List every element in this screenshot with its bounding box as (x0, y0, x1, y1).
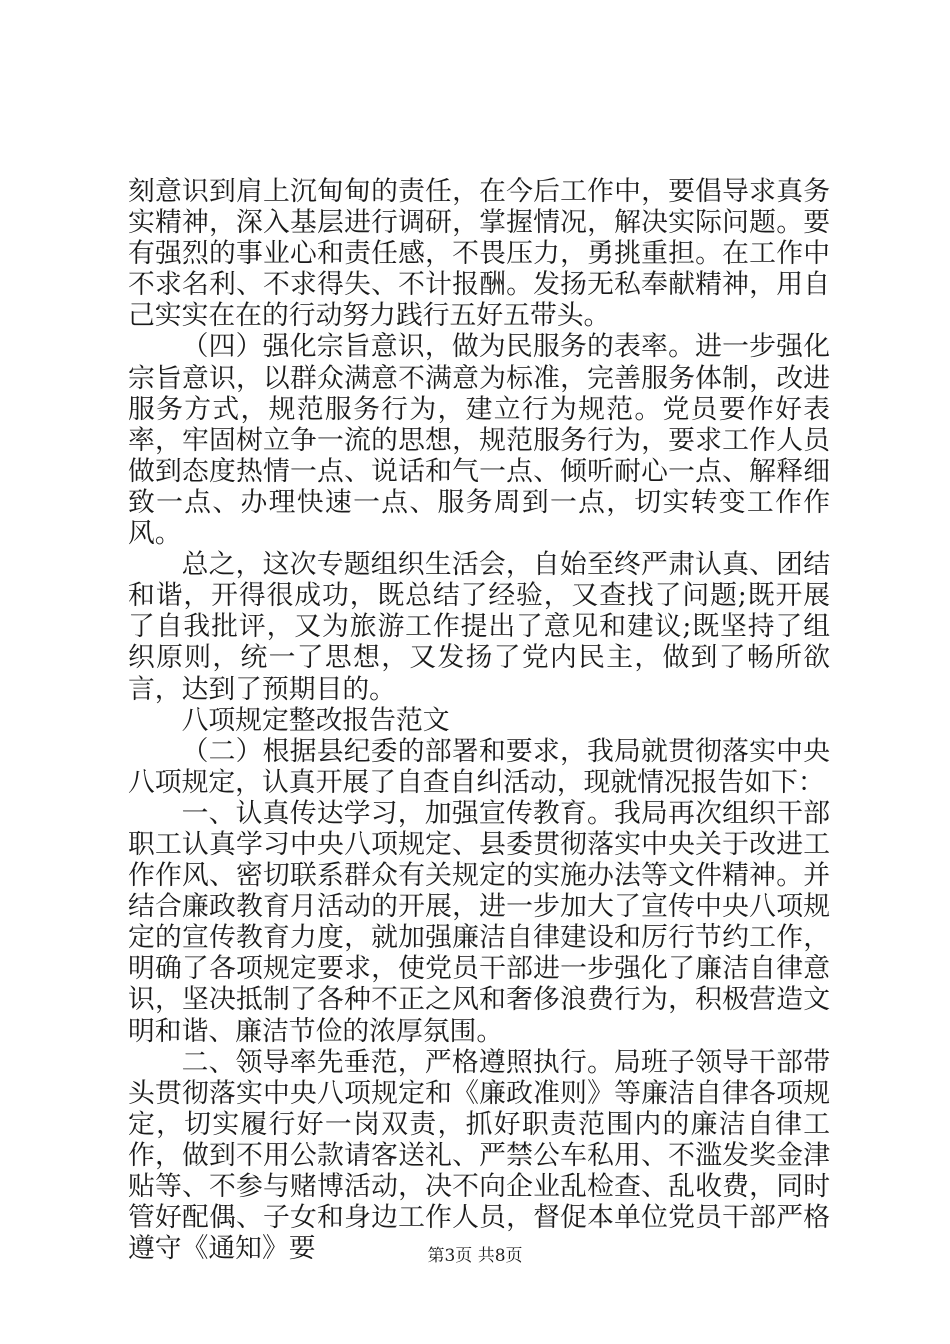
paragraph-continuation: 刻意识到肩上沉甸甸的责任，在今后工作中，要倡导求真务实精神，深入基层进行调研，掌握情况，解决实际问题。要有强烈的事业心和责任感，不畏压力，勇挑重担。在工作中不求名利、不求得失、不计报酬。发扬无私奉献精神，用自己实实在在的行动努力践行五好五带头。 (128, 176, 830, 332)
document-body (128, 176, 830, 1264)
paragraph-intro: （二）根据县纪委的部署和要求，我局就贯彻落实中央八项规定，认真开展了自查自纠活动，现就情况报告如下： (128, 735, 830, 798)
paragraph-point-1: 一、认真传达学习，加强宣传教育。我局再次组织干部职工认真学习中央八项规定、县委贯彻落实中央关于改进工作作风、密切联系群众有关规定的实施办法等文件精神。并结合廉政教育月活动的开展，进一步加大了宣传中央八项规定的宣传教育力度，就加强廉洁自律建设和厉行节约工作，明确了各项规定要求，使党员干部进一步强化了廉洁自律意识，坚决抵制了各种不正之风和奢侈浪费行为，积极营造文明和谐、廉洁节俭的浓厚氛围。 (128, 797, 830, 1047)
paragraph-point-2: 二、领导率先垂范，严格遵照执行。局班子领导干部带头贯彻落实中央八项规定和《廉政准则》等廉洁自律各项规定，切实履行好一岗双责，抓好职责范围内的廉洁自律工作，做到不用公款请客送礼、严禁公车私用、不滥发奖金津贴等、不参与赌博活动，决不向企业乱检查、乱收费，同时管好配偶、子女和身边工作人员，督促本单位党员干部严格遵守《通知》要 (128, 1046, 830, 1265)
page-number-label: 第3页 共8页 (427, 1246, 523, 1266)
paragraph-summary: 总之，这次专题组织生活会，自始至终严肃认真、团结和谐，开得很成功，既总结了经验，又查找了问题;既开展了自我批评，又为旅游工作提出了意见和建议;既坚持了组织原则，统一了思想，又发扬了党内民主，做到了畅所欲言，达到了预期目的。 (128, 549, 830, 705)
section-heading: 八项规定整改报告范文 (181, 704, 450, 736)
page-footer (0, 1246, 950, 1266)
paragraph-section-4: （四）强化宗旨意识，做为民服务的表率。进一步强化宗旨意识，以群众满意不满意为标准，完善服务体制，改进服务方式，规范服务行为，建立行为规范。党员要作好表率，牢固树立争一流的思想，规范服务行为，要求工作人员做到态度热情一点、说话和气一点、倾听耐心一点、解释细致一点、办理快速一点、服务周到一点，切实转变工作作风。 (128, 331, 830, 550)
